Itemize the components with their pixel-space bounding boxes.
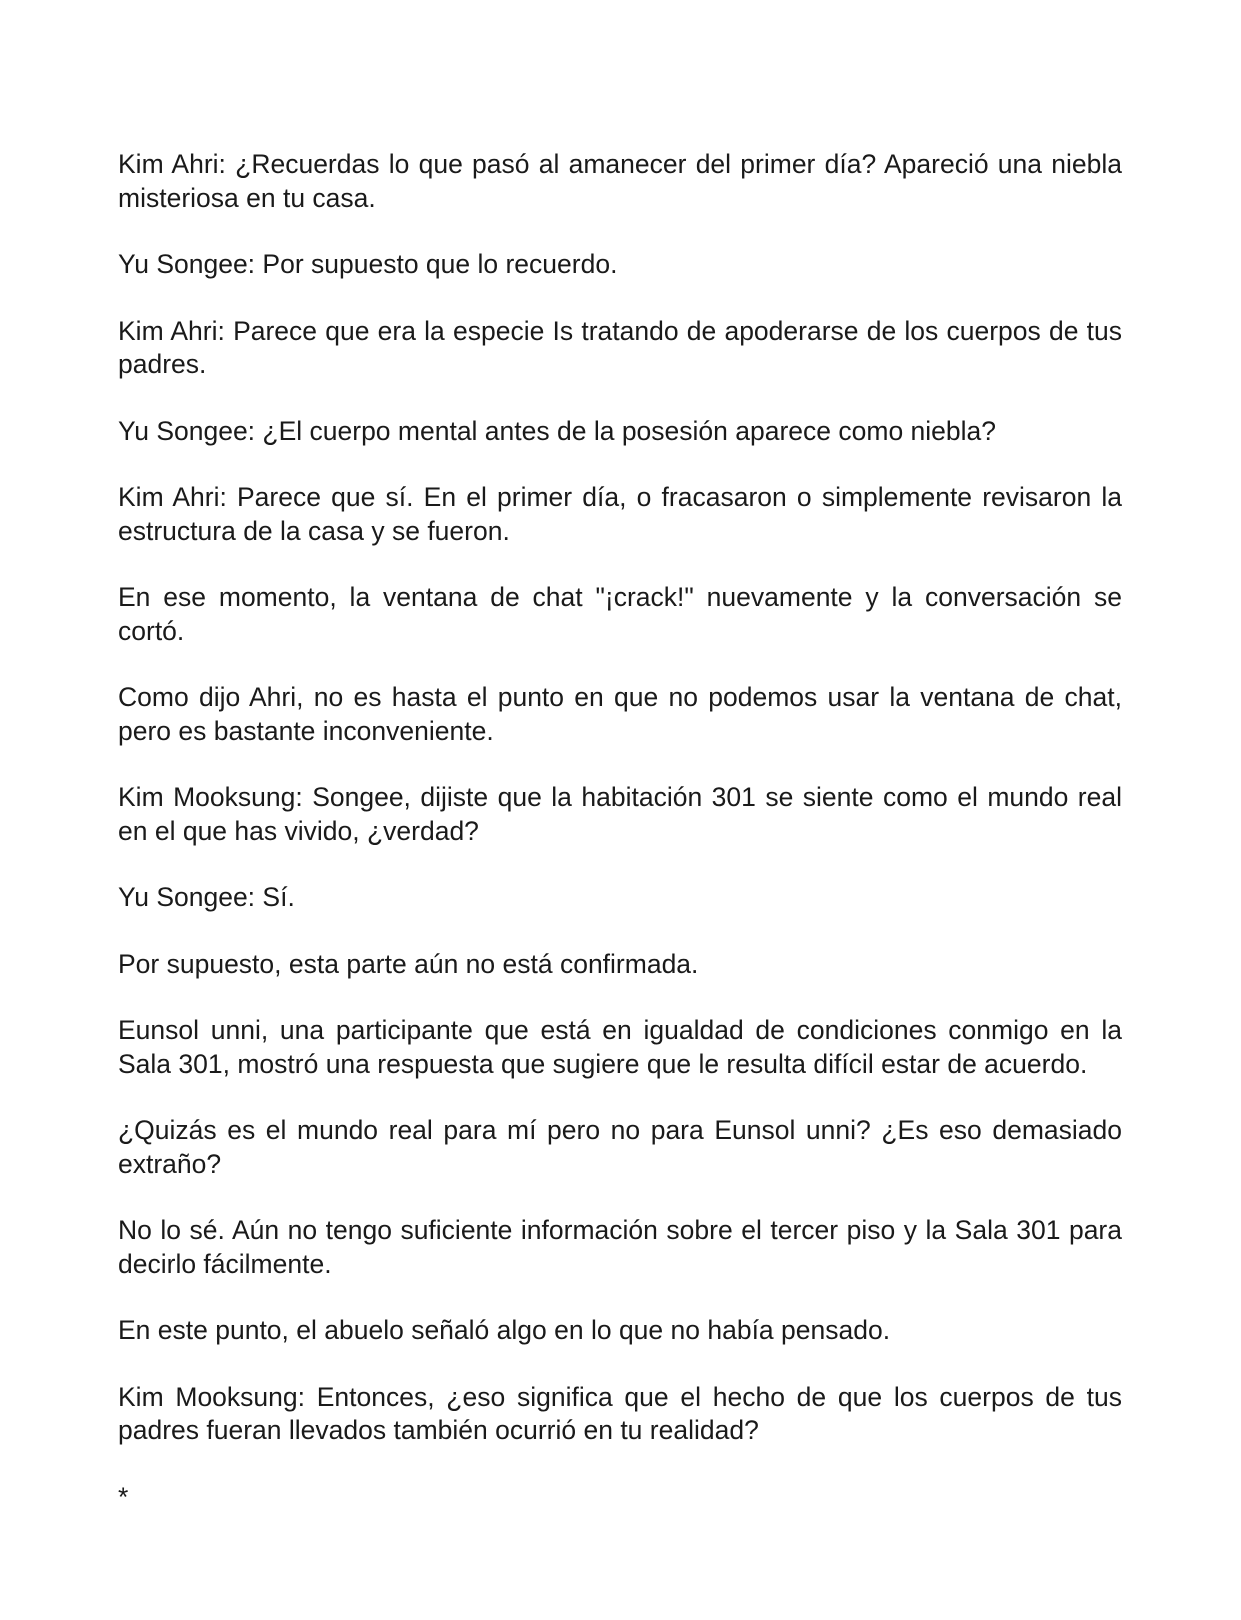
- paragraph: Por supuesto, esta parte aún no está confirmada.: [118, 948, 699, 979]
- paragraph: Yu Songee: Sí.: [118, 882, 295, 912]
- section-separator: *: [118, 1481, 129, 1512]
- paragraph: Eunsol unni, una participante que está en igualdad de condiciones conmigo en la Sala 301, mostró una respuesta que sugiere que le resulta difícil estar de acuerdo.: [118, 1015, 1122, 1079]
- paragraph: Yu Songee: Por supuesto que lo recuerdo.: [118, 249, 618, 279]
- paragraph: No lo sé. Aún no tengo suficiente información sobre el tercer piso y la Sala 301 para decirlo fácilmente.: [118, 1215, 1122, 1279]
- paragraph: ¿Quizás es el mundo real para mí pero no para Eunsol unni? ¿Es eso demasiado extraño?: [118, 1115, 1122, 1179]
- paragraph: Kim Ahri: Parece que era la especie Is tratando de apoderarse de los cuerpos de tus padres.: [118, 315, 1122, 379]
- paragraph: Kim Ahri: ¿Recuerdas lo que pasó al amanecer del primer día? Apareció una niebla misteriosa en tu casa.: [118, 149, 1122, 213]
- paragraph: En ese momento, la ventana de chat "¡crack!" nuevamente y la conversación se cortó.: [118, 582, 1122, 646]
- document-body: [118, 148, 1122, 1514]
- paragraph: Como dijo Ahri, no es hasta el punto en que no podemos usar la ventana de chat, pero es bastante inconveniente.: [118, 682, 1122, 746]
- paragraph: Yu Songee: ¿El cuerpo mental antes de la posesión aparece como niebla?: [118, 415, 997, 446]
- paragraph: Kim Ahri: Parece que sí. En el primer día, o fracasaron o simplemente revisaron la estructura de la casa y se fueron.: [118, 482, 1122, 546]
- paragraph: En este punto, el abuelo señaló algo en lo que no había pensado.: [118, 1315, 891, 1345]
- paragraph: Kim Mooksung: Entonces, ¿eso significa que el hecho de que los cuerpos de tus padres fueran llevados también ocurrió en tu realidad?: [118, 1381, 1122, 1445]
- paragraph: Kim Mooksung: Songee, dijiste que la habitación 301 se siente como el mundo real en el que has vivido, ¿verdad?: [118, 782, 1122, 846]
